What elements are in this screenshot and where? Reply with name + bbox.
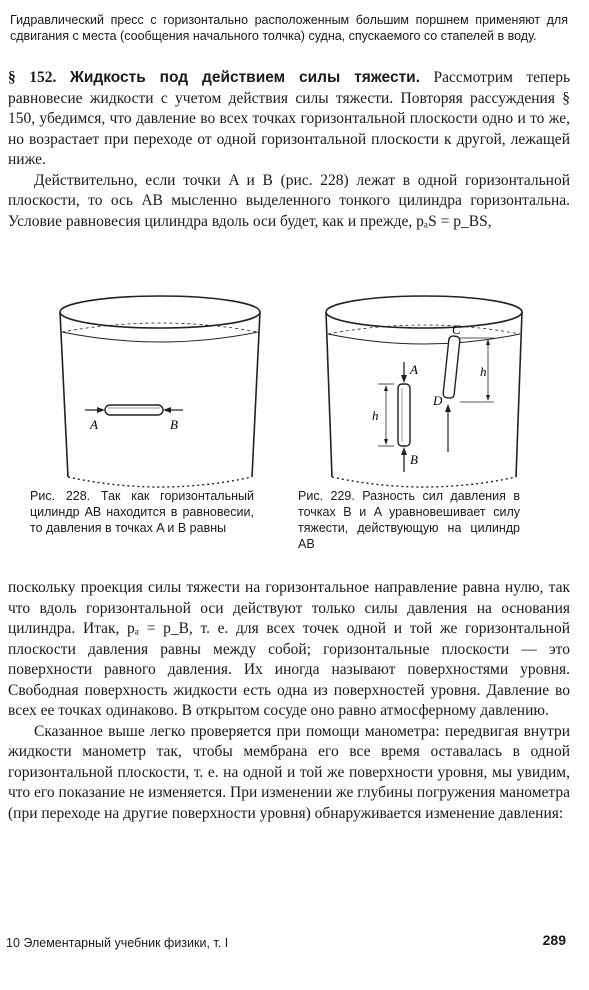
fig229-label-c: C — [452, 322, 461, 337]
fig228-caption: Рис. 228. Так как горизонтальный цилиндр AB находится в равновесии, то давления в точках A и B равны — [30, 489, 254, 535]
fig229-label-a: A — [410, 362, 418, 377]
page-number: 289 — [542, 932, 566, 948]
top-caption: Гидравлический пресс с горизонтально расположенным большим поршнем применяют для сдвигания с места (сообщения начального толчка) судна, спускаемого со стапелей в воду. — [10, 13, 568, 43]
fig229-label-h1: h — [372, 408, 379, 423]
fig229-label-b: B — [410, 452, 418, 467]
body-text — [8, 578, 570, 824]
section-text — [8, 68, 570, 232]
fig228-label-b: B — [170, 417, 178, 432]
figure-229 — [318, 292, 538, 492]
body-paragraph-4: Сказанное выше легко проверяется при помощи манометра: передвигая внутри жидкости манометр так, чтобы мембрана его все время оставалась в одной горизонтальной плоскости, т. е. на одной и той же поверхности уровня, мы увидим, что его показание не изменяется. При изменении же глубины погружения манометра (при переходе на другие поверхности уровня) обнаруживается изменение давления: — [8, 722, 570, 822]
fig229-label-d: D — [433, 393, 443, 408]
section-title: Жидкость под действием силы тяжести. — [69, 69, 421, 86]
section-paragraph-2: Действительно, если точки A и B (рис. 228) лежат в одной горизонтальной плоскости, то ось AB мысленно выделенного тонкого цилиндра горизонтальна. Условие равновесия цилиндра вдоль оси будет, как и прежде, pₐS = p_BS, — [8, 171, 570, 230]
fig228-label-a: A — [90, 417, 98, 432]
section-number: § 152. — [8, 69, 57, 86]
figure-228 — [50, 292, 270, 492]
fig229-label-h2: h — [480, 364, 487, 379]
footer-book-title: 10 Элементарный учебник физики, т. I — [6, 936, 229, 950]
section-paragraph-1: Рассмотрим теперь равновесие жидкости с учетом действия силы тяжести. Повторяя рассуждения § 150, убедимся, что давление во всех точках горизонтальной плоскости одно и то же, но возрастает при переходе от одной горизонтальной плоскости к другой, лежащей ниже. — [8, 69, 571, 168]
fig229-caption: Рис. 229. Разность сил давления в точках B и A уравновешивает силу тяжести, действующую на цилиндр AB — [298, 489, 520, 551]
body-paragraph-3: поскольку проекция силы тяжести на горизонтальное направление равна нулю, так что вдоль горизонтальной оси действуют только силы давления на основания цилиндра. Итак, pₐ = p_B, т. е. для всех точек одной и той же горизонтальной плоскости давления равны между собой; горизонтальные плоскости — это поверхности равного давления. Их иногда называют поверхностями уровня. Свободная поверхность жидкости есть одна из поверхностей уровня. Давление во всех ее точках одинаково. В открытом сосуде оно равно атмосферному давлению. — [8, 579, 570, 719]
